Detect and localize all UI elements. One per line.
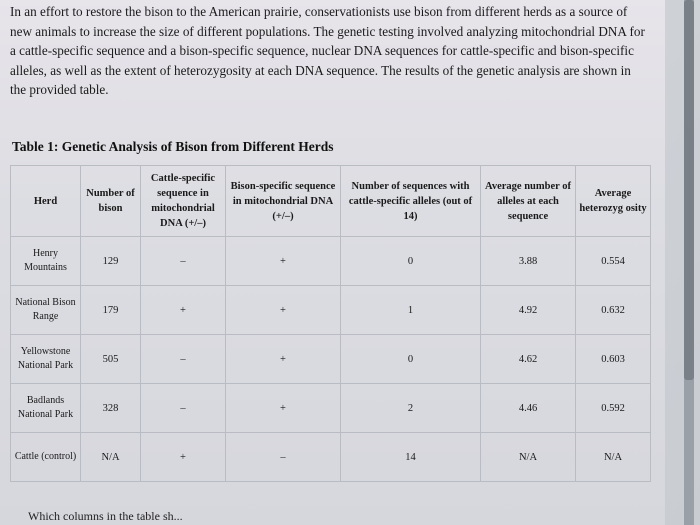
cell-cattle-mt: – (141, 335, 226, 384)
cell-number: N/A (81, 433, 141, 482)
scrollbar-thumb[interactable] (684, 0, 694, 380)
header-herd: Herd (11, 166, 81, 237)
question-text: Which columns in the table sh... (28, 509, 183, 523)
header-heterozygosity: Average heterozyg osity (576, 166, 651, 237)
table-header-row (11, 166, 651, 237)
cell-number: 129 (81, 237, 141, 286)
cell-heterozygosity: 0.603 (576, 335, 651, 384)
cell-cattle-alleles: 2 (341, 384, 481, 433)
cell-bison-mt: + (226, 384, 341, 433)
table-row (11, 237, 651, 286)
cell-bison-mt: – (226, 433, 341, 482)
cell-bison-mt: + (226, 237, 341, 286)
cell-number: 505 (81, 335, 141, 384)
table-caption: Table 1: Genetic Analysis of Bison from Different Herds (12, 139, 334, 154)
cell-number: 179 (81, 286, 141, 335)
cell-cattle-mt: – (141, 237, 226, 286)
cell-herd: Badlands National Park (11, 384, 81, 433)
cell-herd: Cattle (control) (11, 433, 81, 482)
cell-cattle-alleles: 14 (341, 433, 481, 482)
cell-cattle-alleles: 0 (341, 237, 481, 286)
header-number-of-bison: Number of bison (81, 166, 141, 237)
cell-heterozygosity: 0.632 (576, 286, 651, 335)
cell-heterozygosity: N/A (576, 433, 651, 482)
table-row (11, 433, 651, 482)
cell-avg-alleles: N/A (481, 433, 576, 482)
cell-herd: Yellowstone National Park (11, 335, 81, 384)
cell-cattle-mt: – (141, 384, 226, 433)
cell-number: 328 (81, 384, 141, 433)
table-row (11, 384, 651, 433)
header-bison-mtdna: Bison-specific sequence in mitochondrial DNA (+/–) (226, 166, 341, 237)
cell-cattle-alleles: 1 (341, 286, 481, 335)
cell-cattle-alleles: 0 (341, 335, 481, 384)
cell-bison-mt: + (226, 335, 341, 384)
cell-cattle-mt: + (141, 286, 226, 335)
genetic-analysis-table (10, 165, 651, 482)
table-row (11, 286, 651, 335)
cell-avg-alleles: 4.92 (481, 286, 576, 335)
table-row (11, 335, 651, 384)
cell-herd: National Bison Range (11, 286, 81, 335)
cell-herd: Henry Mountains (11, 237, 81, 286)
intro-paragraph: In an effort to restore the bison to the American prairie, conservationists use bison from different herds as a source of new animals to increase the size of different populations. The genetic testing involved analyzing mitochondrial DNA for a cattle-specific sequence and a bison-specific sequence, nuclear DNA sequences for cattle-specific and bison-specific alleles, as well as the extent of heterozygosity at each DNA sequence. The results of the genetic analysis are shown in the provided table. (10, 4, 645, 97)
cell-bison-mt: + (226, 286, 341, 335)
cell-heterozygosity: 0.592 (576, 384, 651, 433)
cell-heterozygosity: 0.554 (576, 237, 651, 286)
header-cattle-mtdna: Cattle-specific sequence in mitochondrial DNA (+/–) (141, 166, 226, 237)
cell-avg-alleles: 4.62 (481, 335, 576, 384)
cell-avg-alleles: 4.46 (481, 384, 576, 433)
cell-avg-alleles: 3.88 (481, 237, 576, 286)
header-cattle-alleles: Number of sequences with cattle-specific alleles (out of 14) (341, 166, 481, 237)
cell-cattle-mt: + (141, 433, 226, 482)
header-avg-alleles: Average number of alleles at each sequence (481, 166, 576, 237)
